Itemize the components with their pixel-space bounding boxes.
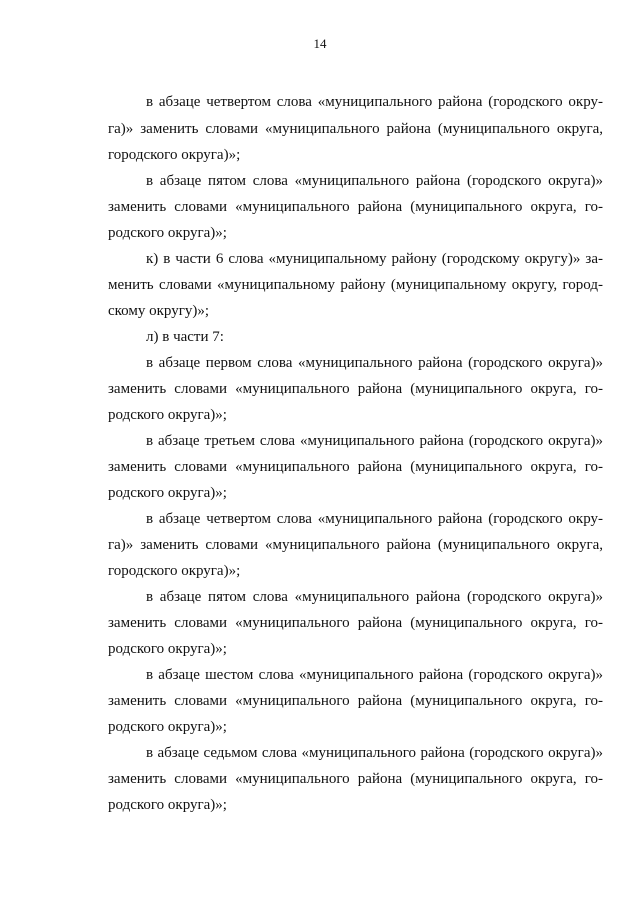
text-line: заменить словами «муниципального района (муниципального округа, го- bbox=[108, 771, 603, 787]
text-line: в абзаце четвертом слова «муниципального района (городского окру- bbox=[146, 94, 603, 110]
text-line: в абзаце первом слова «муниципального района (городского округа)» bbox=[146, 355, 603, 371]
text-line: заменить словами «муниципального района (муниципального округа, го- bbox=[108, 693, 603, 709]
text-line: родского округа)»; bbox=[108, 225, 227, 241]
text-line: в абзаце пятом слова «муниципального района (городского округа)» bbox=[146, 589, 603, 605]
text-line: га)» заменить словами «муниципального района (муниципального округа, bbox=[108, 537, 603, 553]
text-line: родского округа)»; bbox=[108, 797, 227, 813]
text-line: заменить словами «муниципального района (муниципального округа, го- bbox=[108, 199, 603, 215]
text-line: городского округа)»; bbox=[108, 563, 241, 579]
text-line: в абзаце шестом слова «муниципального района (городского округа)» bbox=[146, 667, 603, 683]
text-line: городского округа)»; bbox=[108, 147, 241, 163]
text-line: в абзаце пятом слова «муниципального района (городского округа)» bbox=[146, 173, 603, 189]
text-line: заменить словами «муниципального района (муниципального округа, го- bbox=[108, 381, 603, 397]
page-number: 14 bbox=[313, 36, 327, 51]
text-line: л) в части 7: bbox=[146, 329, 224, 345]
text-line: к) в части 6 слова «муниципальному району (городскому округу)» за- bbox=[146, 251, 603, 267]
text-line: заменить словами «муниципального района (муниципального округа, го- bbox=[108, 615, 603, 631]
text-line: родского округа)»; bbox=[108, 485, 227, 501]
text-line: родского округа)»; bbox=[108, 641, 227, 657]
text-line: в абзаце седьмом слова «муниципального района (городского округа)» bbox=[146, 745, 603, 761]
text-line: родского округа)»; bbox=[108, 407, 227, 423]
text-line: заменить словами «муниципального района (муниципального округа, го- bbox=[108, 459, 603, 475]
text-line: в абзаце четвертом слова «муниципального района (городского окру- bbox=[146, 511, 603, 527]
text-line: родского округа)»; bbox=[108, 719, 227, 735]
text-line: га)» заменить словами «муниципального района (муниципального округа, bbox=[108, 121, 603, 137]
text-line: менить словами «муниципальному району (муниципальному округу, город- bbox=[108, 277, 603, 293]
text-line: в абзаце третьем слова «муниципального района (городского округа)» bbox=[146, 433, 603, 449]
text-line: скому округу)»; bbox=[108, 303, 210, 319]
